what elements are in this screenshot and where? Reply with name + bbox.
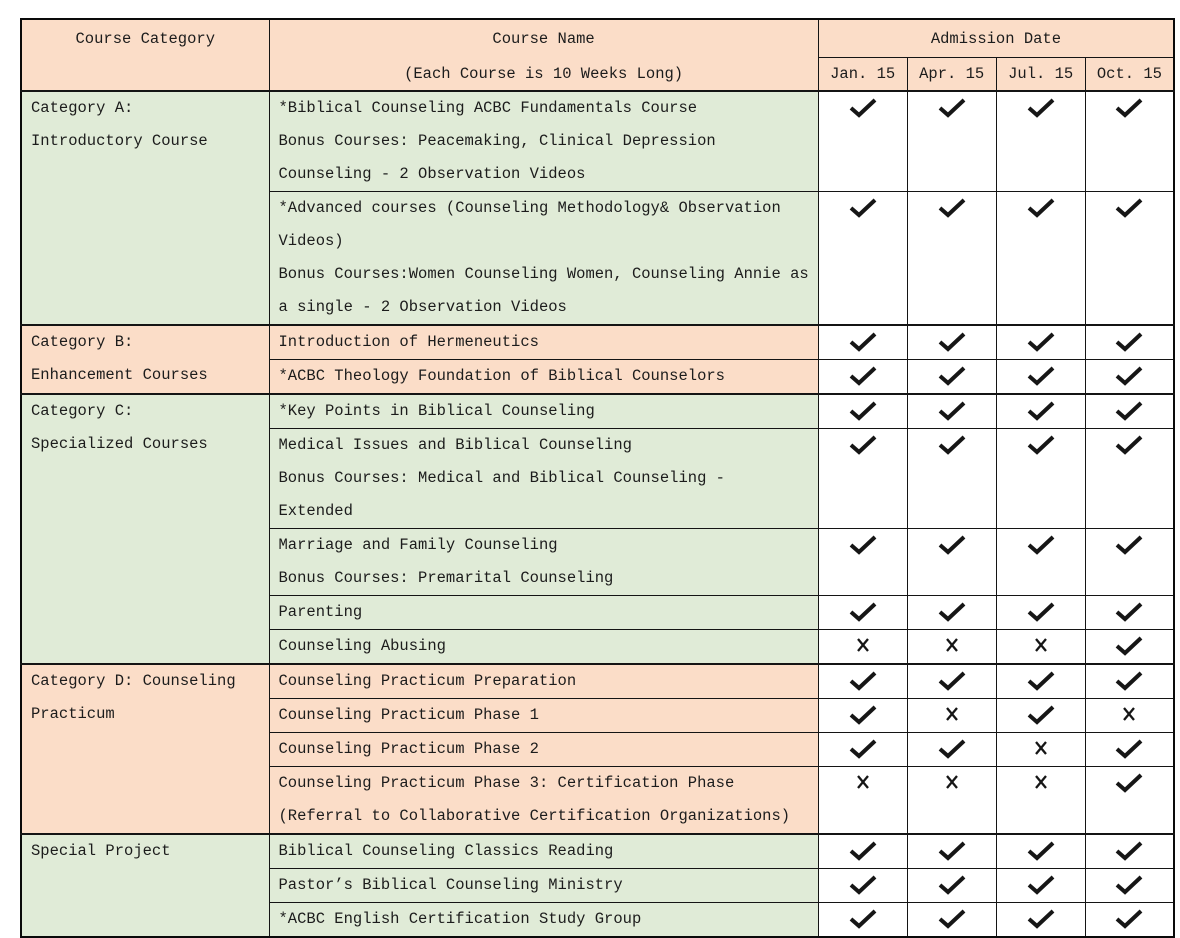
admission-mark-cell: [818, 903, 907, 938]
header-date-1: Apr. 15: [907, 58, 996, 92]
check-mark-icon: [937, 400, 967, 421]
admission-mark-cell: [996, 325, 1085, 360]
header-course-category: [21, 19, 269, 91]
check-mark-icon: [1026, 97, 1056, 118]
check-mark-icon: [1026, 840, 1056, 861]
check-mark-icon: [937, 601, 967, 622]
check-mark-icon: [1114, 738, 1144, 759]
category-label: Specialized Courses: [31, 435, 208, 453]
check-mark-icon: [1114, 534, 1144, 555]
admission-mark-cell: [907, 869, 996, 903]
admission-mark-cell: [996, 664, 1085, 699]
course-name-line: Counseling Abusing: [278, 637, 446, 655]
admission-mark-cell: [907, 767, 996, 835]
admission-mark-cell: [1085, 91, 1174, 192]
course-name-cell: [269, 834, 818, 869]
check-mark-icon: [937, 97, 967, 118]
course-name-line: *Biblical Counseling ACBC Fundamentals Course: [278, 99, 698, 117]
course-name-line: Parenting: [278, 603, 363, 621]
header-date-0: Jan. 15: [818, 58, 907, 92]
check-mark-icon: [1026, 601, 1056, 622]
admission-mark-cell: [907, 596, 996, 630]
check-mark-icon: [1114, 331, 1144, 352]
header-course-name-subtitle: (Each Course is 10 Weeks Long): [404, 64, 684, 83]
check-mark-icon: [1026, 434, 1056, 455]
course-name-cell: [269, 630, 818, 665]
admission-mark-cell: [907, 429, 996, 529]
check-mark-icon: [848, 670, 878, 691]
check-mark-icon: [1026, 704, 1056, 725]
course-name-line: Bonus Courses: Medical and Biblical Counseling -: [278, 469, 725, 487]
admission-mark-cell: [1085, 325, 1174, 360]
check-mark-icon: [1114, 874, 1144, 895]
course-name-line: Counseling Practicum Phase 1: [278, 706, 539, 724]
check-mark-icon: [1114, 197, 1144, 218]
admission-mark-cell: [996, 699, 1085, 733]
category-label: Category D: Counseling: [31, 672, 236, 690]
check-mark-icon: [937, 840, 967, 861]
course-name-cell: [269, 394, 818, 429]
x-mark-icon: [944, 706, 960, 722]
admission-mark-cell: [996, 91, 1085, 192]
check-mark-icon: [848, 738, 878, 759]
course-name-line: (Referral to Collaborative Certification Organizations): [278, 807, 791, 825]
check-mark-icon: [848, 400, 878, 421]
course-name-line: *Key Points in Biblical Counseling: [278, 402, 595, 420]
check-mark-icon: [848, 534, 878, 555]
admission-mark-cell: [1085, 596, 1174, 630]
header-course-name: [269, 19, 818, 91]
admission-mark-cell: [996, 529, 1085, 596]
table-body: [21, 91, 1174, 937]
table-header: [21, 19, 1174, 91]
admission-mark-cell: [1085, 630, 1174, 665]
course-name-line: Biblical Counseling Classics Reading: [278, 842, 614, 860]
admission-mark-cell: [1085, 429, 1174, 529]
course-name-cell: [269, 91, 818, 192]
admission-mark-cell: [996, 903, 1085, 938]
admission-mark-cell: [818, 869, 907, 903]
check-mark-icon: [848, 601, 878, 622]
check-mark-icon: [937, 365, 967, 386]
admission-mark-cell: [1085, 834, 1174, 869]
course-name-line: a single - 2 Observation Videos: [278, 298, 567, 316]
x-mark-icon: [944, 637, 960, 653]
course-name-cell: [269, 664, 818, 699]
check-mark-icon: [937, 874, 967, 895]
admission-mark-cell: [907, 529, 996, 596]
check-mark-icon: [937, 738, 967, 759]
admission-mark-cell: [907, 360, 996, 395]
admission-mark-cell: [1085, 733, 1174, 767]
admission-mark-cell: [907, 664, 996, 699]
category-cell: [21, 834, 269, 937]
header-course-name-label: Course Name: [492, 30, 595, 48]
header-spacer: [22, 58, 269, 90]
course-row: [21, 394, 1174, 429]
admission-mark-cell: [818, 699, 907, 733]
category-cell: [21, 91, 269, 325]
check-mark-icon: [1026, 670, 1056, 691]
check-mark-icon: [1114, 601, 1144, 622]
category-cell: [21, 325, 269, 394]
check-mark-icon: [848, 97, 878, 118]
admission-mark-cell: [907, 699, 996, 733]
check-mark-icon: [1114, 840, 1144, 861]
course-name-line: Introduction of Hermeneutics: [278, 333, 539, 351]
course-name-cell: [269, 192, 818, 326]
course-name-line: Medical Issues and Biblical Counseling: [278, 436, 632, 454]
course-name-line: *ACBC Theology Foundation of Biblical Counselors: [278, 367, 725, 385]
admission-mark-cell: [818, 325, 907, 360]
admission-mark-cell: [907, 630, 996, 665]
course-name-cell: [269, 699, 818, 733]
check-mark-icon: [1114, 400, 1144, 421]
admission-mark-cell: [818, 767, 907, 835]
check-mark-icon: [848, 908, 878, 929]
course-row: [21, 664, 1174, 699]
course-row: [21, 91, 1174, 192]
category-label: Category C:: [31, 402, 134, 420]
check-mark-icon: [1026, 331, 1056, 352]
admission-mark-cell: [818, 192, 907, 326]
category-cell: [21, 394, 269, 664]
admission-mark-cell: [996, 834, 1085, 869]
header-date-3: Oct. 15: [1085, 58, 1174, 92]
admission-mark-cell: [996, 596, 1085, 630]
header-admission-date: [818, 19, 1174, 58]
admission-mark-cell: [996, 767, 1085, 835]
course-name-line: Counseling Practicum Phase 2: [278, 740, 539, 758]
course-name-cell: [269, 767, 818, 835]
x-mark-icon: [1033, 774, 1049, 790]
admission-mark-cell: [1085, 767, 1174, 835]
admission-mark-cell: [818, 664, 907, 699]
course-row: [21, 834, 1174, 869]
course-name-line: Counseling Practicum Preparation: [278, 672, 577, 690]
check-mark-icon: [937, 908, 967, 929]
admission-mark-cell: [907, 834, 996, 869]
course-name-line: Counseling - 2 Observation Videos: [278, 165, 586, 183]
admission-mark-cell: [907, 903, 996, 938]
course-name-cell: [269, 596, 818, 630]
course-name-line: Counseling Practicum Phase 3: Certification Phase: [278, 774, 735, 792]
course-schedule-table: [20, 18, 1175, 938]
admission-mark-cell: [996, 630, 1085, 665]
admission-mark-cell: [818, 834, 907, 869]
admission-mark-cell: [907, 91, 996, 192]
admission-mark-cell: [907, 394, 996, 429]
admission-mark-cell: [1085, 529, 1174, 596]
course-name-cell: [269, 903, 818, 938]
category-cell: [21, 664, 269, 834]
check-mark-icon: [1026, 874, 1056, 895]
header-date-2: Jul. 15: [996, 58, 1085, 92]
course-name-line: Pastor’s Biblical Counseling Ministry: [278, 876, 623, 894]
admission-mark-cell: [818, 429, 907, 529]
admission-mark-cell: [818, 360, 907, 395]
admission-mark-cell: [996, 429, 1085, 529]
check-mark-icon: [937, 534, 967, 555]
admission-mark-cell: [1085, 394, 1174, 429]
check-mark-icon: [848, 331, 878, 352]
check-mark-icon: [1026, 400, 1056, 421]
admission-mark-cell: [818, 733, 907, 767]
check-mark-icon: [1114, 635, 1144, 656]
check-mark-icon: [848, 365, 878, 386]
x-mark-icon: [1033, 637, 1049, 653]
course-name-cell: [269, 733, 818, 767]
check-mark-icon: [1114, 365, 1144, 386]
course-name-line: Bonus Courses: Premarital Counseling: [278, 569, 614, 587]
course-name-cell: [269, 529, 818, 596]
x-mark-icon: [1121, 706, 1137, 722]
admission-mark-cell: [818, 630, 907, 665]
check-mark-icon: [1114, 772, 1144, 793]
category-label: Introductory Course: [31, 132, 208, 150]
check-mark-icon: [848, 704, 878, 725]
admission-mark-cell: [907, 325, 996, 360]
check-mark-icon: [848, 434, 878, 455]
admission-mark-cell: [996, 394, 1085, 429]
category-label: Category A:: [31, 99, 134, 117]
x-mark-icon: [855, 637, 871, 653]
course-name-line: Bonus Courses: Peacemaking, Clinical Depression: [278, 132, 716, 150]
check-mark-icon: [937, 197, 967, 218]
course-name-cell: [269, 360, 818, 395]
admission-mark-cell: [907, 733, 996, 767]
check-mark-icon: [1026, 365, 1056, 386]
course-name-cell: [269, 325, 818, 360]
admission-mark-cell: [996, 733, 1085, 767]
admission-mark-cell: [907, 192, 996, 326]
check-mark-icon: [1114, 434, 1144, 455]
header-row-1: [21, 19, 1174, 58]
check-mark-icon: [937, 670, 967, 691]
admission-mark-cell: [818, 394, 907, 429]
check-mark-icon: [848, 874, 878, 895]
admission-mark-cell: [996, 192, 1085, 326]
check-mark-icon: [1114, 908, 1144, 929]
admission-mark-cell: [818, 91, 907, 192]
header-course-category-label: Course Category: [75, 30, 216, 48]
admission-mark-cell: [996, 869, 1085, 903]
check-mark-icon: [1114, 670, 1144, 691]
admission-mark-cell: [996, 360, 1085, 395]
admission-mark-cell: [1085, 903, 1174, 938]
course-name-line: *Advanced courses (Counseling Methodology& Observation: [278, 199, 781, 217]
check-mark-icon: [1026, 534, 1056, 555]
check-mark-icon: [848, 840, 878, 861]
admission-mark-cell: [818, 596, 907, 630]
check-mark-icon: [1114, 97, 1144, 118]
course-name-line: Videos): [278, 232, 344, 250]
course-name-cell: [269, 429, 818, 529]
course-row: [21, 325, 1174, 360]
admission-mark-cell: [1085, 192, 1174, 326]
check-mark-icon: [1026, 197, 1056, 218]
x-mark-icon: [1033, 740, 1049, 756]
x-mark-icon: [855, 774, 871, 790]
admission-mark-cell: [1085, 699, 1174, 733]
category-label: Category B:: [31, 333, 134, 351]
admission-mark-cell: [818, 529, 907, 596]
header-admission-date-label: Admission Date: [930, 29, 1062, 48]
check-mark-icon: [937, 434, 967, 455]
admission-mark-cell: [1085, 664, 1174, 699]
admission-mark-cell: [1085, 360, 1174, 395]
check-mark-icon: [937, 331, 967, 352]
admission-mark-cell: [1085, 869, 1174, 903]
course-name-line: Bonus Courses:Women Counseling Women, Counseling Annie as: [278, 265, 809, 283]
category-label: Enhancement Courses: [31, 366, 208, 384]
course-name-cell: [269, 869, 818, 903]
category-label: Practicum: [31, 705, 115, 723]
course-name-line: *ACBC English Certification Study Group: [278, 910, 642, 928]
course-name-line: Extended: [278, 502, 353, 520]
category-label: Special Project: [31, 842, 171, 860]
course-name-line: Marriage and Family Counseling: [278, 536, 558, 554]
check-mark-icon: [1026, 908, 1056, 929]
x-mark-icon: [944, 774, 960, 790]
check-mark-icon: [848, 197, 878, 218]
